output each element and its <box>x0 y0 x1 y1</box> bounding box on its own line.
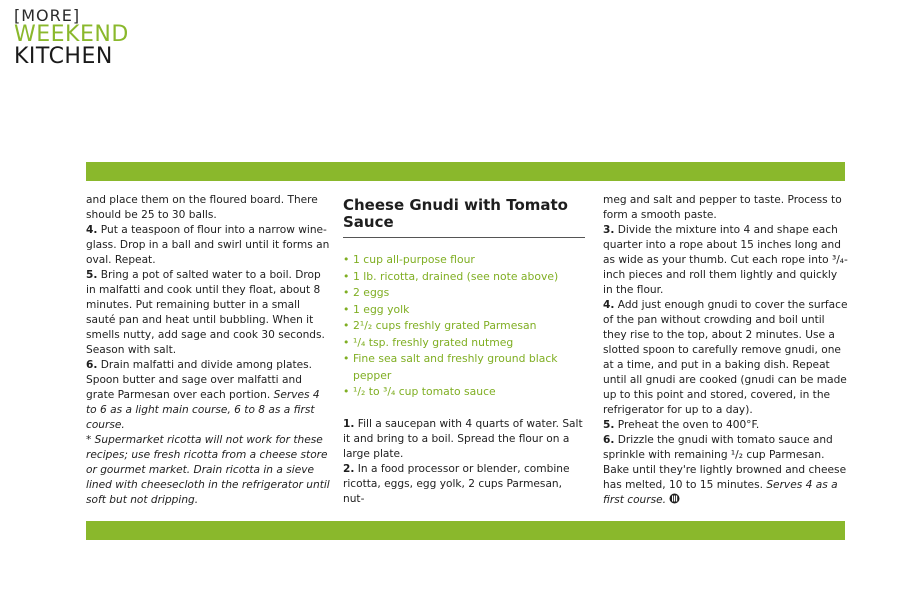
col1-continuation: and place them on the floured board. There should be 25 to 30 balls. <box>86 194 318 221</box>
col3-step-5 <box>603 418 848 433</box>
header-kitchen: KITCHEN <box>14 44 113 69</box>
step-number: 5. <box>86 269 98 281</box>
step-number: 5. <box>603 419 615 431</box>
ingredient-item: • ¹/₄ tsp. freshly grated nutmeg <box>343 335 585 352</box>
step-text: Preheat the oven to 400°F. <box>614 419 760 431</box>
col2-steps <box>343 417 585 507</box>
serves-note: Serves 4 as a first course. <box>603 479 838 506</box>
col3-step-3 <box>603 223 848 298</box>
ingredient-item: • 1 egg yolk <box>343 302 585 319</box>
ingredient-item: • 2 eggs <box>343 285 585 302</box>
step-text: Add just enough gnudi to cover the surface of the pan without crowding and boil until they rise to the top, about 2 minutes. Use a slotted spoon to carefully remove gnudi, one at a time, and put in a baking dish. Repeat until all gnudi are cooked (gnudi can be made up to this point and stored, covered, in the refrigerator for up to a day). <box>603 299 848 416</box>
pot-end-icon <box>669 493 680 504</box>
step-number: 6. <box>86 359 98 371</box>
ingredient-item: • Fine sea salt and freshly ground black pepper <box>343 351 585 384</box>
bottom-green-band <box>86 521 845 540</box>
serves-note: Serves 4 to 6 as a light main course, 6 to 8 as a first course. <box>86 389 320 431</box>
ingredient-item: • 1 cup all-purpose flour <box>343 252 585 269</box>
col1-step-5 <box>86 268 331 358</box>
step-text: Drain malfatti and divide among plates. Spoon butter and sage over malfatti and grate Parmesan over each portion. <box>86 359 313 401</box>
ingredient-item: • 2¹/₂ cups freshly grated Parmesan <box>343 318 585 335</box>
step-text: In a food processor or blender, combine ricotta, eggs, egg yolk, 2 cups Parmesan, nut- <box>343 462 570 505</box>
ingredient-list <box>343 252 585 401</box>
recipe-title: Cheese Gnudi with Tomato Sauce <box>343 197 585 238</box>
step-number: 2. <box>343 462 355 475</box>
ricotta-note: * Supermarket ricotta will not work for these recipes; use fresh ricotta from a cheese store or gourmet market. Drain ricotta in a sieve lined with cheesecloth in the refrigerator until soft but not dripping. <box>86 434 330 506</box>
col1-step-4 <box>86 223 331 268</box>
section-header <box>14 8 129 68</box>
step-number: 3. <box>603 224 615 236</box>
col3-step-4 <box>603 298 848 418</box>
step-text: Divide the mixture into 4 and shape each quarter into a rope about 15 inches long and as wide as your thumb. Cut each rope into ³/₄-inch pieces and roll them lightly and quickly in the flour. <box>603 224 848 296</box>
step-number: 6. <box>603 434 615 446</box>
column-3 <box>603 193 848 508</box>
column-1 <box>86 193 331 508</box>
col1-step-6 <box>86 358 331 433</box>
step-number: 1. <box>343 417 355 430</box>
col2-step-1 <box>343 417 585 462</box>
step-text: Drizzle the gnudi with tomato sauce and sprinkle with remaining ¹/₂ cup Parmesan. Bake until they're lightly browned and cheese has melted, 10 to 15 minutes. <box>603 434 847 491</box>
header-more: [MORE] <box>14 6 81 25</box>
col2-step-2 <box>343 462 585 507</box>
column-2 <box>343 193 585 507</box>
header-weekend: WEEKEND <box>14 22 129 47</box>
col3-continuation: meg and salt and pepper to taste. Process to form a smooth paste. <box>603 194 842 221</box>
ingredient-item: • ¹/₂ to ³/₄ cup tomato sauce <box>343 384 585 401</box>
step-text: Bring a pot of salted water to a boil. Drop in malfatti and cook until they float, about 8 minutes. Put remaining butter in a small sauté pan and heat until bubbling. When it smells nutty, add sage and cook 30 seconds. Season with salt. <box>86 269 325 356</box>
col3-step-6 <box>603 433 848 508</box>
step-text: Put a teaspoon of flour into a narrow wine-glass. Drop in a ball and swirl until it forms an oval. Repeat. <box>86 224 330 266</box>
step-number: 4. <box>603 299 615 311</box>
step-text: Fill a saucepan with 4 quarts of water. Salt it and bring to a boil. Spread the flour on a large plate. <box>343 417 583 460</box>
step-number: 4. <box>86 224 98 236</box>
ingredient-item: • 1 lb. ricotta, drained (see note above) <box>343 269 585 286</box>
top-green-band <box>86 162 845 181</box>
